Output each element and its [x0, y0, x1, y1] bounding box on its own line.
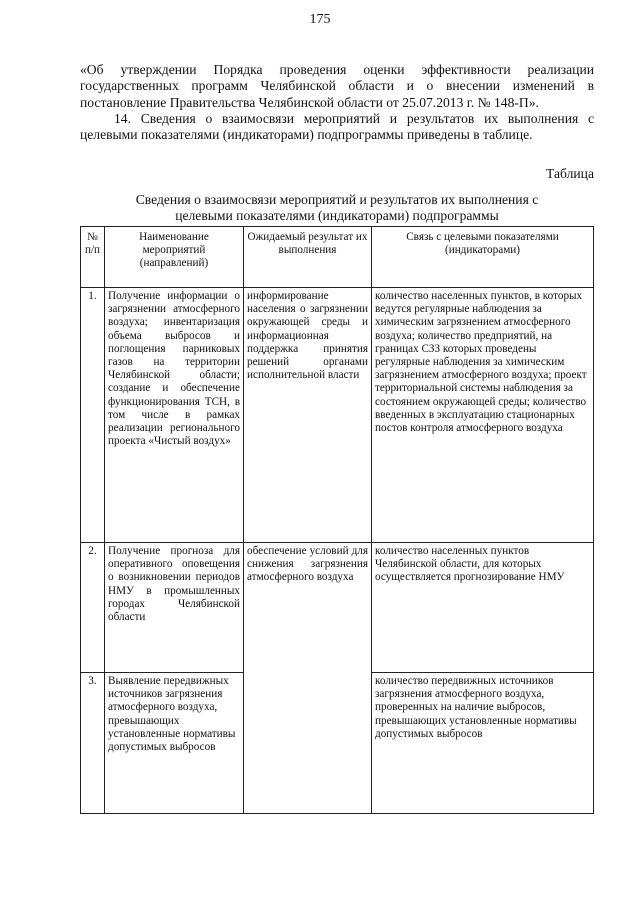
- row-result: обеспечение условий для снижения загрязнения атмосферного воздуха: [244, 543, 372, 814]
- intro-paragraph-2: 14. Сведения о взаимосвязи мероприятий и результатов их выполнения с целевыми показателями (индикаторами) подпрограммы приведены в таблице.: [80, 110, 594, 143]
- intro-text: [80, 62, 594, 143]
- page-number: 175: [309, 12, 331, 27]
- table-row: [81, 543, 594, 673]
- header-link: Связь с целевыми показателями (индикаторами): [372, 227, 594, 288]
- activities-table: [80, 226, 594, 814]
- table-caption: [80, 192, 594, 224]
- row-link: количество населенных пунктов Челябинской области, для которых осуществляется прогнозирование НМУ: [372, 543, 594, 673]
- header-num: № п/п: [81, 227, 105, 288]
- row-name: Получение прогноза для оперативного оповещения о возникновении периодов НМУ в промышленных городах Челябинской области: [105, 543, 244, 673]
- row-link: количество населенных пунктов, в которых ведутся регулярные наблюдения за химическим загрязнением атмосферного воздуха; количество предприятий, на границах СЗЗ которых проведены регулярные наблюдения за химическим загрязнением атмосферного воздуха; проект территориальной системы наблюдения за состоянием окружающей среды; количество введенных в эксплуатацию стационарных постов контроля атмосферного воздуха: [372, 288, 594, 543]
- table-caption-line-2: целевыми показателями (индикаторами) подпрограммы: [175, 208, 499, 223]
- row-num: 1.: [81, 288, 105, 543]
- row-name: Выявление передвижных источников загрязнения атмосферного воздуха, превышающих установленные нормативы допустимых выбросов: [105, 673, 244, 814]
- row-num: 2.: [81, 543, 105, 673]
- intro-paragraph-1: «Об утверждении Порядка проведения оценки эффективности реализации государственных программ Челябинской области и о внесении изменений в постановление Правительства Челябинской области от 25.07.2013 г. № 148-П».: [80, 62, 594, 110]
- row-link: количество передвижных источников загрязнения атмосферного воздуха, проверенных на наличие выбросов, превышающих установленные нормативы допустимых выбросов: [372, 673, 594, 814]
- row-num: 3.: [81, 673, 105, 814]
- row-result: информирование населения о загрязнении окружающей среды и информационная поддержка принятия решений органами исполнительной власти: [244, 288, 372, 543]
- table-header-row: [81, 227, 594, 288]
- header-name: Наименование мероприятий (направлений): [105, 227, 244, 288]
- table-label: Таблица: [546, 166, 594, 181]
- row-name: Получение информации о загрязнении атмосферного воздуха; инвентаризация объема выбросов и поглощения парниковых газов на территории Челябинской области; создание и обеспечение функционирования ТСН, в том числе в рамках реализации регионального проекта «Чистый воздух»: [105, 288, 244, 543]
- table-caption-line-1: Сведения о взаимосвязи мероприятий и результатов их выполнения с: [135, 192, 539, 207]
- table-row: [81, 288, 594, 543]
- header-result: Ожидаемый результат их выполнения: [244, 227, 372, 288]
